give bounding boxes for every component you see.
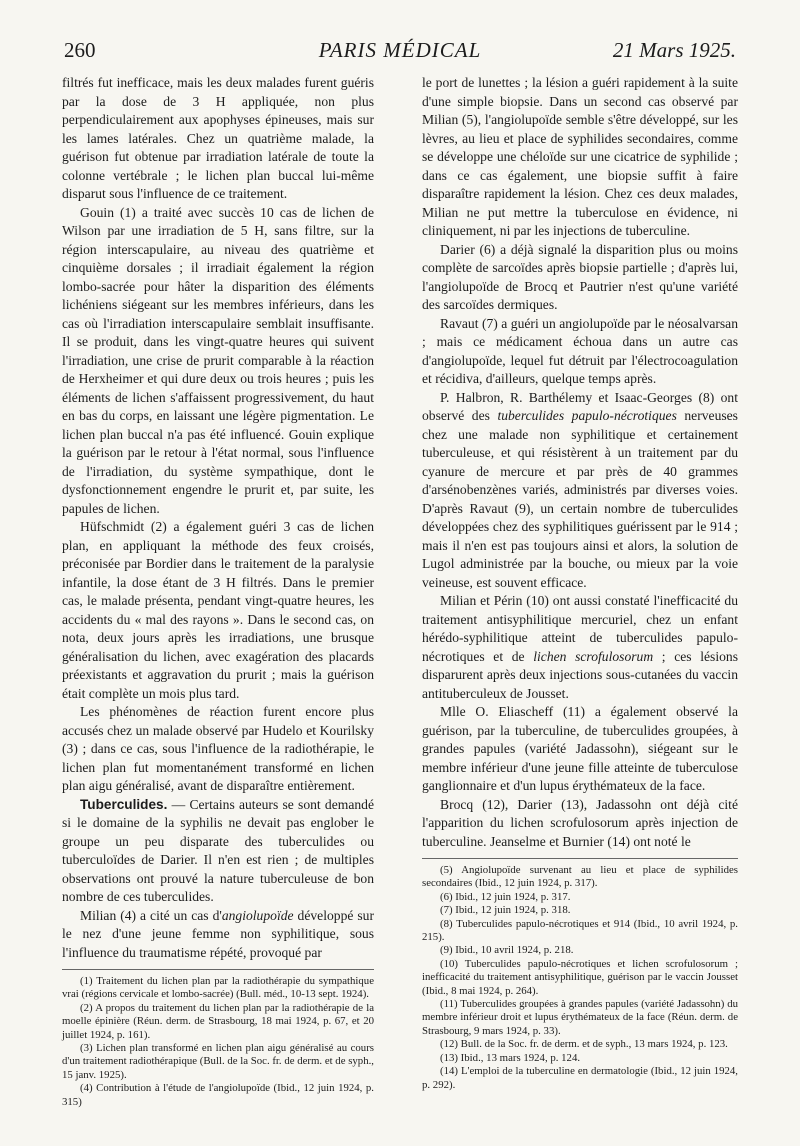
paragraph: Mlle O. Eliascheff (11) a également observé la guérison, par la tuberculine, de tuberculides groupées, à grandes papules (variété Jadassohn), siégeant sur le membre inférieur d'une jeune fille atteinte de tuberculose ganglionnaire et d'un lupus érythémateux de la face. [422, 704, 738, 793]
text-run: Milian et Périn (10) ont aussi constaté l'inefficacité du traitement antisyphilitique mercuriel, chez un enfant hérédo-syphilitique atteint de tuberculides papulo-nécrotiques et de [422, 593, 738, 664]
footnote: (12) Bull. de la Soc. fr. de derm. et de syph., 13 mars 1924, p. 123. [440, 1038, 728, 1051]
footnote: (13) Ibid., 13 mars 1924, p. 124. [440, 1051, 581, 1064]
paragraph: Brocq (12), Darier (13), Jadassohn ont déjà cité l'apparition du lichen scrofulosorum après injection de tuberculine. Jeanselme et Burnier (14) ont noté le [422, 796, 738, 849]
journal-title: PARIS MÉDICAL [318, 38, 482, 62]
footnote: (9) Ibid., 10 avril 1924, p. 218. [440, 944, 574, 957]
paragraph [422, 389, 738, 593]
footnote: (6) Ibid., 12 juin 1924, p. 317. [440, 890, 571, 903]
paragraph: Les phénomènes de réaction furent encore plus accusés chez un malade observé par Hudelo et Kourilsky (3) ; dans ce cas, sous l'influence de la radiothérapie, le lichen plan fut momentanément transformé en lichen plan aigu généralisé, avant de disparaître entièrement. [62, 704, 374, 793]
footnote: (1) Traitement du lichen plan par la radiothérapie du sympathique vrai (régions cervicale et lombo-sacrée) (Bull. méd., 10-13 sept. 1924). [62, 975, 374, 1001]
paragraph-text: — Certains auteurs se sont demandé si le domaine de la syphilis ne devait pas englober le groupe un peu disparate des tuberculides ou tuberculoïdes de Darier. Il n'en est rien ; de multiples observations ont prouvé la nature tuberculeuse de bon nombre de ces tuberculides. [62, 796, 374, 904]
footnote: (10) Tuberculides papulo-nécrotiques et lichen scrofulosorum ; inefficacité du traitement antisyphilitique, guérison par le vaccin Jousset (Ibid., 8 mai 1924, p. 264). [422, 957, 738, 997]
paragraph: filtrés fut inefficace, mais les deux malades furent guéris par la dose de 3 H appliquée, non plus perpendiculairement aux apophyses épineuses, mais sur les lames latérales. Chez un quatrième malade, la guérison fut obtenue par irradiation latérale de toute la colonne vertébrale ; le lichen plan buccal lui-même disparut sous l'influence de ce traitement. [62, 75, 374, 201]
footnote-rule [422, 858, 738, 859]
page-number: 260 [64, 38, 96, 62]
text-run: nerveuses chez une malade non syphilitique et certainement tuberculeuse, et qui résistèrent à un traitement par du cyanure de mercure et par près de 40 grammes d'arsénobenzènes variés, administrés par diverses voies. D'après Ravaut (9), un certain nombre de tuberculides développées chez des syphilitiques guérissent par le 914 ; mais il n'en est pas toujours ainsi et alors, la solution de Lugol administrée par la bouche, ou mieux par la voie veineuse, est souvent efficace. [422, 408, 738, 590]
footnote: (4) Contribution à l'étude de l'angiolupoïde (Ibid., 12 juin 1924, p. 315) [62, 1082, 374, 1108]
text-run: ; ces lésions disparurent après deux injections sous-cutanées du vaccin antituberculeux de Jousset. [422, 648, 738, 701]
footnote: (3) Lichen plan transformé en lichen plan aigu généralisé au cours d'un traitement radiothérapique (Bull. de la Soc. fr. de derm. et de syph., 15 janv. 1925). [62, 1042, 374, 1081]
left-column [62, 74, 374, 1109]
footnote-rule [62, 969, 374, 970]
footnote: (8) Tuberculides papulo-nécrotiques et 914 (Ibid., 10 avril 1924, p. 215). [422, 917, 738, 944]
footnote: (11) Tuberculides groupées à grandes papules (variété Jadassohn) du membre inférieur droit et lupus érythémateux de la face (Réun. derm. de Strasbourg, 9 mars 1924, p. 33). [422, 998, 738, 1037]
running-header [64, 38, 736, 66]
paragraph [422, 592, 738, 703]
footnote: (5) Angiolupoïde survenant au lieu et place de syphilides secondaires (Ibid., 12 juin 1924, p. 317). [422, 864, 738, 890]
paragraph: le port de lunettes ; la lésion a guéri rapidement à la suite d'une simple biopsie. Dans un second cas observé par Milian (5), l'angiolupoïde semble s'être développé, sur les lèvres, au lieu et place de syphilides secondaires, comme se développe une chéloïde sur une cicatrice de syphilide ; dans ce cas également, une biopsie suffit à faire disparaître rapidement la lésion. Chez ces deux malades, Milian ne put mettre la tuberculose en évidence, ni cliniquement, ni par les injections de tuberculine. [422, 75, 738, 238]
paragraph [62, 907, 374, 963]
text-run: Milian (4) a cité un cas d' [80, 907, 222, 923]
text-run: développé sur le nez d'une jeune femme non syphilitique, sous l'influence du traumatisme répété, provoqué par [62, 907, 374, 960]
italic-term: tuberculides papulo-nécrotiques [497, 408, 677, 423]
text-run: P. Halbron, R. Barthélemy et Isaac-Georges (8) ont observé des [422, 389, 738, 423]
italic-term: angiolupoïde [221, 907, 294, 923]
footnote: (14) L'emploi de la tuberculine en dermatologie (Ibid., 12 juin 1924, p. 292). [422, 1065, 738, 1091]
footnote: (7) Ibid., 12 juin 1924, p. 318. [440, 904, 571, 917]
paragraph-tuberculides [62, 796, 374, 907]
footnotes-right [422, 864, 738, 1092]
section-title: Tuberculides. [80, 796, 168, 812]
issue-date: 21 Mars 1925. [612, 38, 736, 62]
paragraph: Hüfschmidt (2) a également guéri 3 cas de lichen plan, en appliquant la méthode des feux croisés, préconisée par Bordier dans le traitement de la paralysie infantile, la dose étant de 3 H filtrés. Dans le premier cas, le malade présenta, pendant vingt-quatre heures, les accidents du « mal des rayons ». Dans le second cas, on nota, deux jours après les irradiations, une brusque généralisation du lichen, avec exagération des placards préexistants et aggravation du prurit ; mais la guérison était complète un mois plus tard. [62, 519, 374, 701]
paragraph: Darier (6) a déjà signalé la disparition plus ou moins complète de sarcoïdes après biopsie partielle ; d'après lui, l'angiolupoïde de Brocq et Pautrier n'est qu'une variété des sarcoïdes dermiques. [422, 241, 738, 312]
italic-term: lichen scrofulosorum [533, 648, 654, 664]
right-column [422, 74, 738, 1092]
paragraph: Gouin (1) a traité avec succès 10 cas de lichen de Wilson par une irradiation de 5 H, sans filtre, sur la région interscapulaire, au niveau des quatrième et cinquième dorsales ; il irradiait également la région lombo-sacrée pour hâter la disparition des éléments lichéniens siégeant sur les membres inférieurs, dans les cas où l'irradiation interscapulaire semblait insuffisante. Il se produit, dans les vingt-quatre heures qui suivent l'irradiation, une crise de prurit comparable à la réaction de Herxheimer et qui dure deux ou trois heures ; puis les éléments de lichen s'affaissent progressivement, du haut en bas du corps, en laissant une légère pigmentation. Le lichen plan buccal n'a pas été influencé. Gouin explique la guérison par le retour à l'état normal, sous l'influence de l'irradiation, du système sympathique, dont le dysfonctionnement engendre le prurit et, par suite, les papules de lichen. [62, 204, 374, 516]
footnote: (2) A propos du traitement du lichen plan par la radiothérapie de la moelle épinière (Réun. derm. de Strasbourg, 18 mai 1924, p. 67, et 20 juillet 1924, p. 161). [62, 1001, 374, 1041]
paragraph: Ravaut (7) a guéri un angiolupoïde par le néosalvarsan ; mais ce médicament échoua dans un autre cas d'angiolupoïde, lequel fut détruit par l'électrocoagulation et récidiva, d'ailleurs, quelque temps après. [422, 315, 738, 386]
footnotes-left [62, 975, 374, 1109]
